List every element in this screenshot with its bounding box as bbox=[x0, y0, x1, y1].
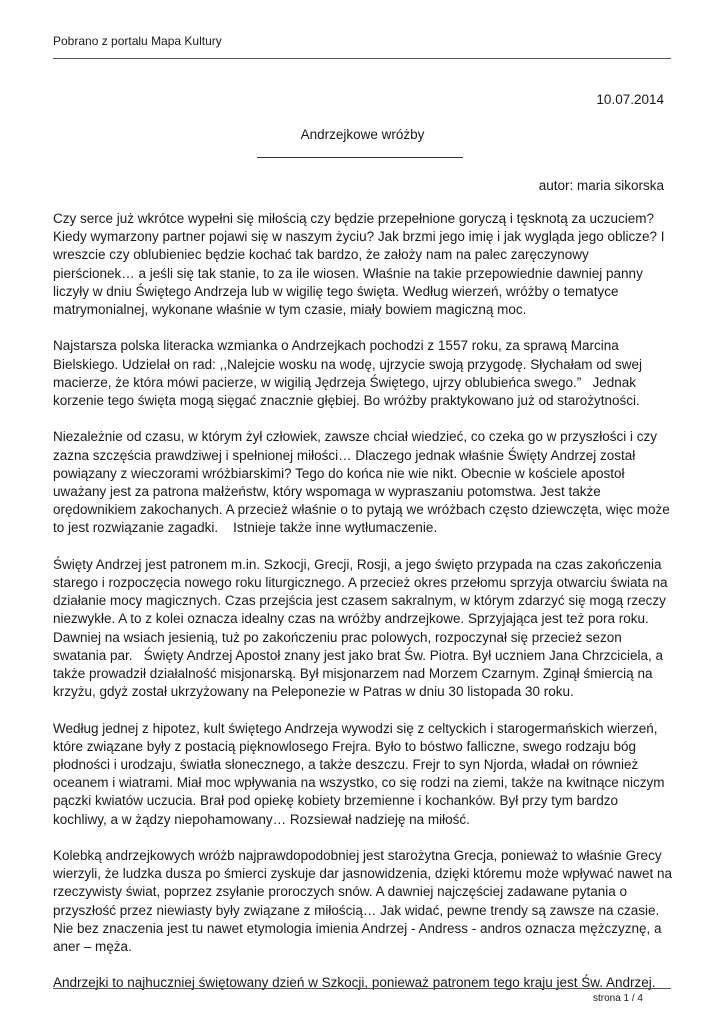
paragraph-line: które związane były z postacią pięknowlosego Frejra. Było to bóstwo falliczne, swego rodzaju bóg bbox=[53, 738, 637, 754]
paragraph-line: matrymonialnej, wykonane właśnie w tym czasie, miały bowiem magiczną moc. bbox=[53, 302, 527, 318]
paragraph-line: macierze, że która mówi pacierze, w wigilią Jędrzeja Świętego, ujrzy oblubieńca swego.” Jednak bbox=[53, 374, 637, 390]
paragraph-line: kochliwy, a w żądzy niepohamowany… Rozsiewał nadzieję na miłość. bbox=[53, 811, 470, 827]
article-paragraph bbox=[53, 974, 673, 992]
paragraph-line: powiązany z wieczorami wróżbiarskimi? Tego do końca nie wie nikt. Obecnie w kościele apostoł bbox=[53, 465, 625, 481]
paragraph-line: Kiedy wymarzony partner pojawi się w naszym życiu? Jak brzmi jego imię i jak wygląda jego oblicze? I bbox=[53, 229, 665, 245]
article-paragraph bbox=[53, 847, 673, 956]
paragraph-line: swatania par. Święty Andrzej Apostoł znany jest jako brat Św. Piotra. Był uczniem Jana Chrzciciela, a bbox=[53, 647, 664, 663]
article-paragraph bbox=[53, 210, 673, 319]
paragraph-line: Czy serce już wkrótce wypełni się miłością czy będzie przepełnione goryczą i tęsknotą za uczuciem? bbox=[53, 211, 655, 226]
paragraph-line: niezwykłe. A to z kolei oznacza idealny czas na wróżby andrzejkowe. Sprzyjająca jest też pora roku. bbox=[53, 611, 649, 627]
paragraph-line: wreszcie czy oblubieniec będzie kochać tak bardzo, że założy nam na palec zaręczynowy bbox=[53, 247, 589, 263]
paragraph-line: przyszłość przez niewiasty były związane z miłością… Jak widać, pewne trendy są zawsze na czasie. bbox=[53, 902, 660, 918]
header-divider bbox=[53, 58, 671, 59]
paragraph-line: rzeczywisty świat, poprzez zsyłanie proroczych snów. A dawniej najczęściej zadawane pytania o bbox=[53, 884, 628, 900]
paragraph-line: Niezależnie od czasu, w którym żył człowiek, zawsze chciał wiedzieć, co czeka go w przyszłości i czy bbox=[53, 429, 657, 445]
paragraph-line: to jest rozwiązanie zagadki. Istnieje także inne wytłumaczenie. bbox=[53, 520, 438, 536]
paragraph-line: Kolebką andrzejkowych wróżb najprawdopodobniej jest starożytna Grecja, ponieważ to właśnie Grecy bbox=[53, 848, 662, 864]
article-paragraph bbox=[53, 720, 673, 829]
paragraph-line: uważany jest za patrona małżeństw, który wspomaga w wypraszaniu potomstwa. Jest także bbox=[53, 484, 601, 500]
paragraph-line: pączki kwiatów uczucia. Brał pod opiekę kobiety brzemienne i kochanków. Był przy tym bardzo bbox=[53, 793, 619, 809]
article-paragraph bbox=[53, 337, 673, 410]
paragraph-line: krzyżu, gdyż został ukrzyżowany na Peleponezie w Patras w dniu 30 listopada 30 roku. bbox=[53, 684, 574, 700]
page-number: strona 1 / 4 bbox=[592, 993, 643, 1004]
document-title: Andrzejkowe wróżby bbox=[300, 127, 425, 142]
footer-divider bbox=[53, 988, 671, 989]
paragraph-line: Według jednej z hipotez, kult świętego Andrzeja wywodzi się z celtyckich i starogermańskich wierzeń, bbox=[53, 720, 658, 736]
article-paragraph bbox=[53, 428, 673, 537]
article-body bbox=[53, 210, 673, 1011]
paragraph-line: płodności i urodzaju, światła słonecznego, a także deszczu. Frejr to syn Njorda, władał on również bbox=[53, 757, 639, 773]
paragraph-line: zazna szczęścia prawdziwej i spełnionej miłości… Dlaczego jednak właśnie Święty Andrzej został bbox=[53, 447, 636, 463]
title-underline bbox=[257, 157, 463, 158]
paragraph-line: aner – męża. bbox=[53, 939, 132, 955]
paragraph-line: pierścionek… a jeśli się tak stanie, to za ile wiosen. Właśnie na takie przepowiednie dawniej panny bbox=[53, 265, 643, 281]
paragraph-line: także prowadził działalność misjonarską. Był misjonarzem nad Morzem Czarnym. Zginął śmiercią na bbox=[53, 666, 653, 682]
document-author: autor: maria sikorska bbox=[538, 178, 664, 193]
paragraph-line: Dawniej na wsiach jesienią, tuż po zakończeniu prac polowych, rozpoczynał się przecież sezon bbox=[53, 629, 622, 645]
paragraph-line: Święty Andrzej jest patronem m.in. Szkocji, Grecji, Rosji, a jego święto przypada na czas zakończenia bbox=[53, 556, 662, 572]
page-header-source: Pobrano z portalu Mapa Kultury bbox=[53, 34, 222, 48]
article-paragraph bbox=[53, 556, 673, 702]
paragraph-line: Najstarsza polska literacka wzmianka o Andrzejkach pochodzi z 1557 roku, za sprawą Marcina bbox=[53, 338, 619, 354]
paragraph-line: korzenie tego święta mogą sięgać znacznie głębiej. Bo wróżby praktykowano już od starożytności. bbox=[53, 393, 640, 409]
paragraph-line: starego i rozpoczęcia nowego roku liturgicznego. A przecież okres przełomu sprzyja otwarciu świata na bbox=[53, 575, 668, 591]
paragraph-line: oceanem i wiatrami. Miał moc wpływania na wszystko, co się rodzi na ziemi, także na kwitnące niczym bbox=[53, 775, 665, 791]
document-date: 10.07.2014 bbox=[596, 92, 664, 107]
paragraph-line: Bielskiego. Udzielał on rad: ,,Nalejcie wosku na wodę, ujrzycie swoją przygodę. Słychałam od swej bbox=[53, 356, 643, 372]
paragraph-line: działanie mocy magicznych. Czas przejścia jest czasem sakralnym, w którym zdarzyć się mogą rzeczy bbox=[53, 593, 666, 609]
paragraph-line: Andrzejki to najhuczniej świętowany dzień w Szkocji, ponieważ patronem tego kraju jest Św. Andrzej. bbox=[53, 975, 656, 991]
paragraph-line: orędownikiem zakochanych. A przecież właśnie o to pytają we wróżbach często dziewczęta, więc może bbox=[53, 502, 670, 518]
paragraph-line: Nie bez znaczenia jest tu nawet etymologia imienia Andrzej - Andress - andros oznacza mężczyznę, a bbox=[53, 920, 662, 936]
paragraph-line: liczyły w dniu Świętego Andrzeja lub w wigilię tego święta. Według wierzeń, wróżby o tematyce bbox=[53, 283, 619, 299]
paragraph-line: wierzyli, że ludzka dusza po śmierci zyskuje dar jasnowidzenia, dzięki któremu może wpływać nawet na bbox=[53, 866, 673, 882]
